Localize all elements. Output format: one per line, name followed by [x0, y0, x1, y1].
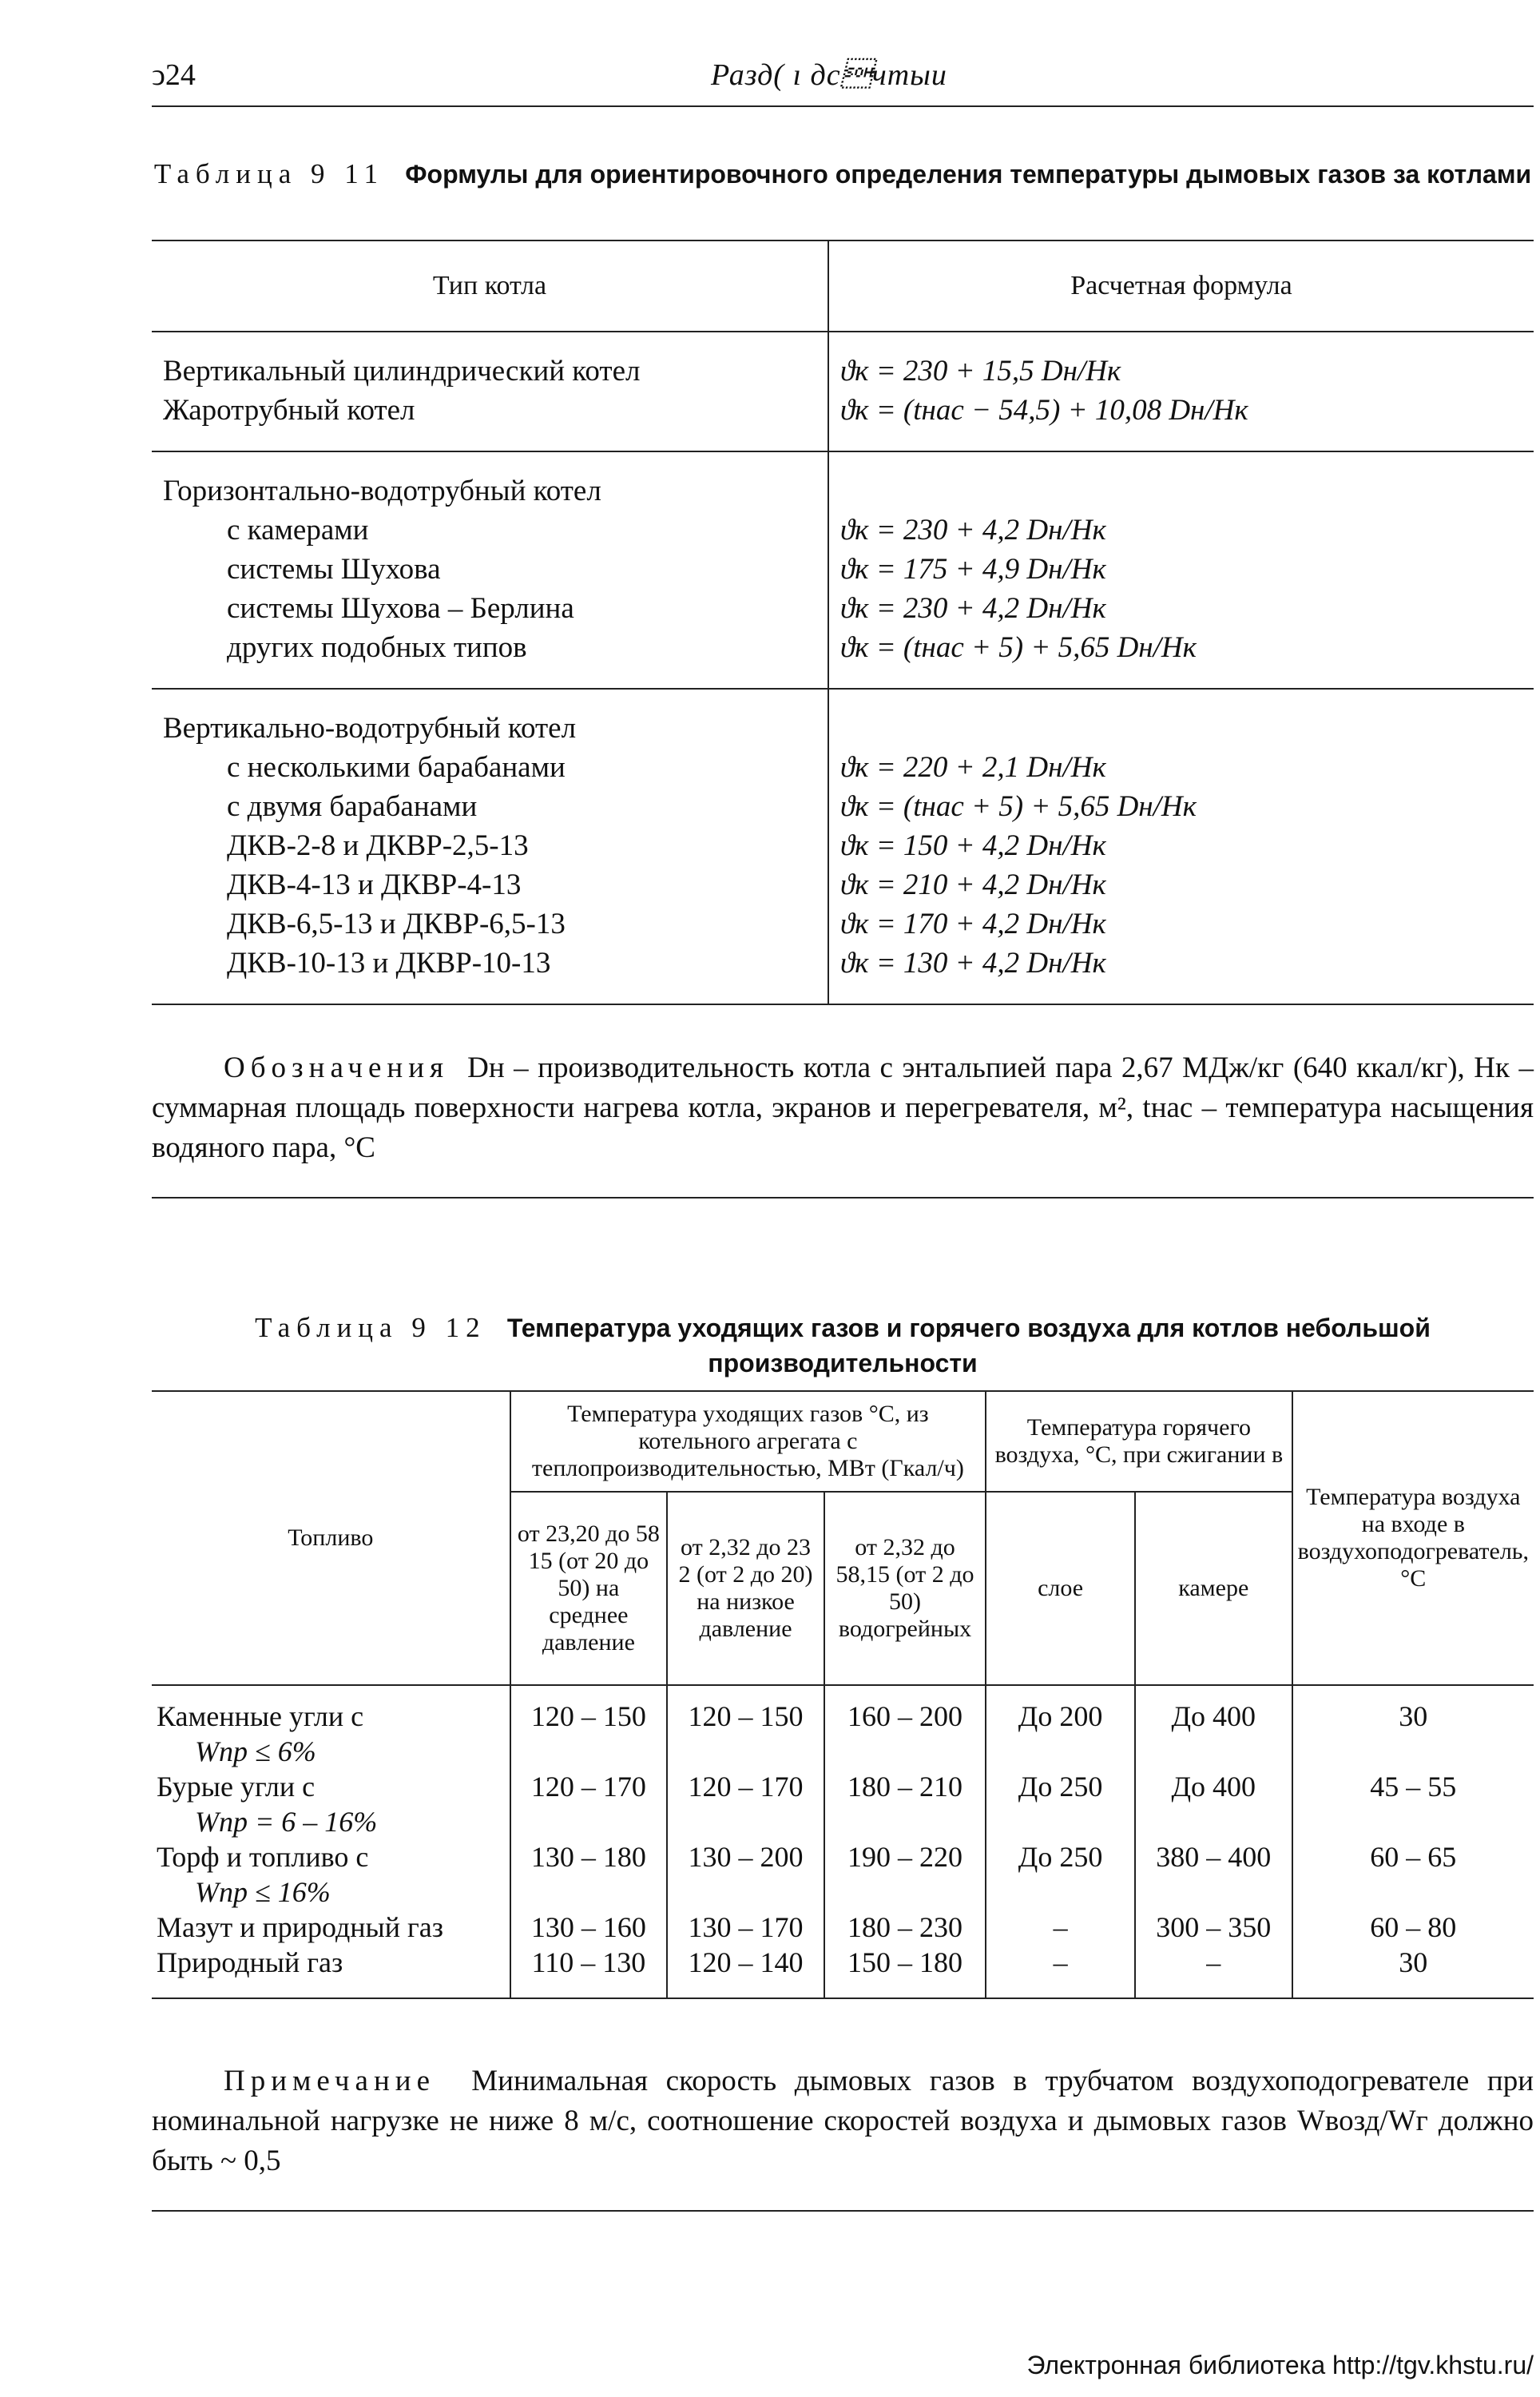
table-912-title: Температура уходящих газов и горячего воздуха для котлов небольшой производительности [506, 1314, 1431, 1377]
boiler-type: ДКВ-6,5-13 и ДКВР-6,5-13 [227, 908, 566, 940]
cell-value: 180 – 230 [847, 1911, 963, 1943]
formula: ϑк = (tнас − 54,5) + 10,08 Dн/Hк [840, 394, 1248, 427]
cell-value: 120 – 150 [688, 1700, 804, 1732]
cell-value: – [1053, 1911, 1068, 1943]
formula: ϑк = 175 + 4,9 Dн/Hк [840, 553, 1106, 586]
boiler-type: с камерами [227, 514, 369, 547]
formula: ϑк = 230 + 4,2 Dн/Hк [840, 592, 1106, 625]
cell-value: До 250 [1018, 1841, 1103, 1873]
boiler-type: ДКВ-2-8 и ДКВР-2,5-13 [227, 829, 529, 862]
cell-value: 60 – 80 [1370, 1911, 1457, 1943]
boiler-type: Вертикальный цилиндрический котел [163, 355, 641, 388]
formula: ϑк = 150 + 4,2 Dн/Hк [840, 829, 1106, 862]
table-911-group-2 [152, 451, 1534, 689]
notation-label: Обозначения [224, 1051, 450, 1084]
header-inlet-air: Температура воздуха на входе в воздухоподогреватель, °С [1292, 1391, 1534, 1685]
boiler-type: других подобных типов [227, 631, 527, 664]
table-911-header-formula: Расчетная формула [828, 240, 1534, 332]
header-chamber: камере [1135, 1492, 1292, 1685]
formula: ϑк = 230 + 15,5 Dн/Hк [840, 355, 1121, 388]
boiler-type: Жаротрубный котел [163, 394, 415, 427]
running-header [152, 58, 1534, 105]
cell-value: 130 – 160 [530, 1911, 646, 1943]
cell-value: 130 – 180 [530, 1841, 646, 1873]
boiler-group-heading: Горизонтально-водотрубный котел [163, 475, 601, 507]
cell-value: – [1206, 1946, 1221, 1978]
formula: ϑк = 220 + 2,1 Dн/Hк [840, 751, 1106, 784]
boiler-type: ДКВ-4-13 и ДКВР-4-13 [227, 869, 522, 901]
table-911 [152, 240, 1534, 1005]
fuel-name: Каменные угли с [157, 1700, 364, 1732]
cell-value: 130 – 200 [688, 1841, 804, 1873]
header-layer: слое [986, 1492, 1135, 1685]
fuel-moisture: Wпр = 6 – 16% [195, 1806, 378, 1838]
section-rule [152, 1197, 1534, 1198]
boiler-group-heading: Вертикально-водотрубный котел [163, 712, 577, 745]
formula: ϑк = 130 + 4,2 Dн/Hк [840, 947, 1106, 980]
table-911-number: Таблица 9 11 [153, 158, 384, 189]
table-912-number: Таблица 9 12 [255, 1312, 486, 1343]
table-912-caption [152, 1310, 1534, 1381]
cell-value: 190 – 220 [847, 1841, 963, 1873]
formula: ϑк = 230 + 4,2 Dн/Hк [840, 514, 1106, 547]
table-row [152, 1685, 1534, 1769]
cell-value: До 200 [1018, 1700, 1103, 1732]
cell-value: 30 [1399, 1700, 1428, 1732]
boiler-type: с несколькими барабанами [227, 751, 566, 784]
formula: ϑк = (tнас + 5) + 5,65 Dн/Hк [840, 790, 1197, 823]
table-911-header-type: Тип котла [152, 240, 828, 332]
fuel-name: Природный газ [157, 1946, 343, 1978]
page-number: ↄ24 [152, 58, 196, 92]
running-title: Разд( ı дсчтыи [711, 58, 947, 92]
cell-value: 110 – 130 [531, 1946, 646, 1978]
header-hot-air-group: Температура горячего воздуха, °С, при сжигании в [986, 1391, 1292, 1492]
table-911-caption [152, 157, 1534, 192]
header-water-heating: от 2,32 до 58,15 (от 2 до 50) водогрейных [824, 1492, 986, 1685]
boiler-type: системы Шухова [227, 553, 441, 586]
table-911-group-3 [152, 689, 1534, 1004]
table-911-title: Формулы для ориентировочного определения температуры дымовых газов за котлами [405, 160, 1532, 189]
cell-value: – [1053, 1946, 1068, 1978]
fuel-moisture: Wпр ≤ 6% [195, 1735, 316, 1767]
cell-value: 150 – 180 [847, 1946, 963, 1978]
cell-value: До 400 [1171, 1771, 1256, 1803]
table-912 [152, 1390, 1534, 1999]
fuel-name: Бурые угли с [157, 1771, 316, 1803]
boiler-type: ДКВ-10-13 и ДКВР-10-13 [227, 947, 551, 980]
cell-value: 300 – 350 [1156, 1911, 1272, 1943]
table-row [152, 1945, 1534, 1998]
notation-text: Dн – производительность котла с энтальпией пара 2,67 МДж/кг (640 ккал/кг), Hк – суммарная площадь поверхности нагрева котла, экранов и перегревателя, м², tнас – температура насыщения водяного пара, °С [152, 1051, 1534, 1164]
header-low-pressure: от 2,32 до 23 2 (от 2 до 20) на низкое давление [667, 1492, 824, 1685]
cell-value: 60 – 65 [1370, 1841, 1457, 1873]
formula: ϑк = 210 + 4,2 Dн/Hк [840, 869, 1106, 901]
formula-empty [840, 709, 1522, 748]
boiler-type: системы Шухова – Берлина [227, 592, 574, 625]
cell-value: 120 – 150 [530, 1700, 646, 1732]
header-medium-pressure: от 23,20 до 58 15 (от 20 до 50) на среднее давление [510, 1492, 668, 1685]
cell-value: 120 – 170 [688, 1771, 804, 1803]
cell-value: 120 – 140 [688, 1946, 804, 1978]
table-row [152, 1839, 1534, 1910]
fuel-name: Торф и топливо с [157, 1841, 369, 1873]
cell-value: 180 – 210 [847, 1771, 963, 1803]
fuel-moisture: Wпр ≤ 16% [195, 1876, 331, 1908]
table-row [152, 1910, 1534, 1945]
fuel-name: Мазут и природный газ [157, 1911, 443, 1943]
cell-value: До 400 [1171, 1700, 1256, 1732]
cell-value: 45 – 55 [1370, 1771, 1457, 1803]
note-label: Примечание [224, 2065, 435, 2097]
cell-value: 30 [1399, 1946, 1428, 1978]
note-paragraph [152, 2061, 1534, 2181]
boiler-type: с двумя барабанами [227, 790, 478, 823]
cell-value: 120 – 170 [530, 1771, 646, 1803]
header-flue-gas-group: Температура уходящих газов °С, из котельного агрегата с теплопроизводительностью, МВт (Гкал/ч) [510, 1391, 986, 1492]
formula: ϑк = 170 + 4,2 Dн/Hк [840, 908, 1106, 940]
header-fuel: Топливо [152, 1391, 510, 1685]
formula: ϑк = (tнас + 5) + 5,65 Dн/Hк [840, 631, 1197, 664]
note-text: Минимальная скорость дымовых газов в трубчатом воздухоподогревателе при номинальной нагрузке не ниже 8 м/с, соотношение скоростей воздуха и дымовых газов Wвозд/Wг должно быть ~ 0,5 [152, 2065, 1534, 2177]
cell-value: 160 – 200 [847, 1700, 963, 1732]
library-footer: Электронная библиотека http://tgv.khstu.ru/ [1026, 2351, 1534, 2379]
cell-value: 380 – 400 [1156, 1841, 1272, 1873]
header-rule [152, 105, 1534, 107]
table-911-group-1 [152, 332, 1534, 451]
cell-value: 130 – 170 [688, 1911, 804, 1943]
table-row [152, 1769, 1534, 1839]
notation-paragraph [152, 1048, 1534, 1168]
formula-empty [840, 471, 1522, 511]
cell-value: До 250 [1018, 1771, 1103, 1803]
section-rule [152, 2210, 1534, 2212]
